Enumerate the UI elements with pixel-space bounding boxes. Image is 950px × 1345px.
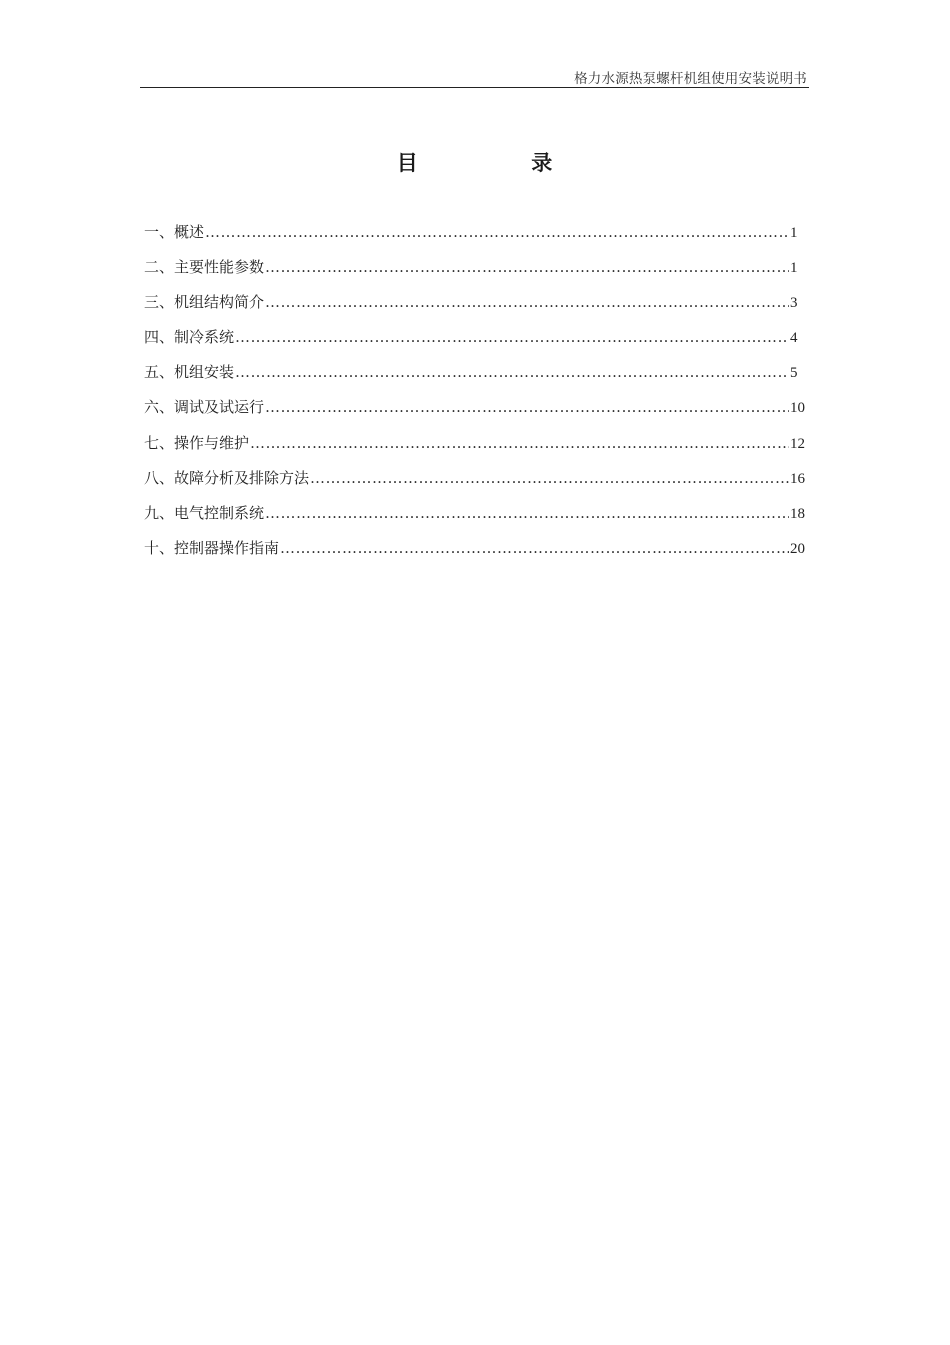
toc-entry-number: 五、 <box>144 363 175 382</box>
toc-entry-unit-installation[interactable] <box>144 361 800 396</box>
toc-title: 目 录 <box>396 150 554 175</box>
toc-entry-number: 二、 <box>144 258 175 277</box>
toc-entry-number: 六、 <box>144 398 175 417</box>
toc-dot-leader <box>280 537 789 559</box>
toc-entry-page: 4 <box>790 330 798 347</box>
toc-entry-operation-maintenance[interactable] <box>144 432 805 467</box>
toc-entry-electrical-control[interactable] <box>144 502 805 537</box>
toc-dot-leader <box>235 326 789 348</box>
toc-entry-label: 机组安装 <box>174 363 235 382</box>
toc-dot-leader <box>265 502 789 524</box>
toc-dot-leader <box>265 291 789 313</box>
toc-list <box>144 221 805 572</box>
toc-dot-leader <box>265 396 789 418</box>
toc-entry-commissioning[interactable] <box>144 396 805 431</box>
toc-entry-number: 一、 <box>144 223 175 241</box>
toc-entry-page: 5 <box>790 365 798 382</box>
toc-entry-page: 1 <box>790 225 798 241</box>
toc-entry-page: 18 <box>790 505 805 522</box>
toc-dot-leader <box>235 361 789 383</box>
toc-entry-page: 10 <box>790 400 805 417</box>
toc-dot-leader <box>250 432 789 454</box>
toc-dot-leader <box>310 467 789 489</box>
toc-entry-number: 八、 <box>144 468 175 487</box>
toc-entry-label: 操作与维护 <box>174 433 250 452</box>
header-title: 格力水源热泵螺杆机组使用安装说明书 <box>574 71 807 87</box>
toc-entry-number: 十、 <box>144 538 175 557</box>
toc-entry-number: 九、 <box>144 503 175 522</box>
toc-entry-page: 16 <box>790 470 805 487</box>
toc-entry-number: 四、 <box>144 328 175 347</box>
toc-dot-leader <box>205 221 789 243</box>
toc-entry-number: 三、 <box>144 293 175 312</box>
toc-dot-leader <box>265 256 789 278</box>
toc-entry-page: 20 <box>790 540 805 557</box>
running-header <box>140 66 809 88</box>
toc-entry-label: 机组结构简介 <box>174 293 265 312</box>
toc-entry-label: 故障分析及排除方法 <box>174 468 310 487</box>
toc-entry-label: 概述 <box>174 223 205 241</box>
toc-entry-number: 七、 <box>144 433 175 452</box>
toc-entry-overview[interactable] <box>144 221 800 256</box>
toc-entry-performance-parameters[interactable] <box>144 256 800 291</box>
toc-entry-refrigeration-system[interactable] <box>144 326 800 361</box>
toc-entry-controller-guide[interactable] <box>144 537 805 572</box>
toc-entry-label: 制冷系统 <box>174 328 235 347</box>
toc-entry-unit-structure[interactable] <box>144 291 800 326</box>
toc-entry-page: 1 <box>790 260 798 277</box>
toc-entry-label: 主要性能参数 <box>174 258 265 277</box>
toc-entry-label: 电气控制系统 <box>174 503 265 522</box>
toc-entry-page: 12 <box>790 435 805 452</box>
toc-entry-label: 调试及试运行 <box>174 398 265 417</box>
toc-entry-troubleshooting[interactable] <box>144 467 805 502</box>
toc-entry-page: 3 <box>790 295 798 312</box>
toc-entry-label: 控制器操作指南 <box>174 538 280 557</box>
